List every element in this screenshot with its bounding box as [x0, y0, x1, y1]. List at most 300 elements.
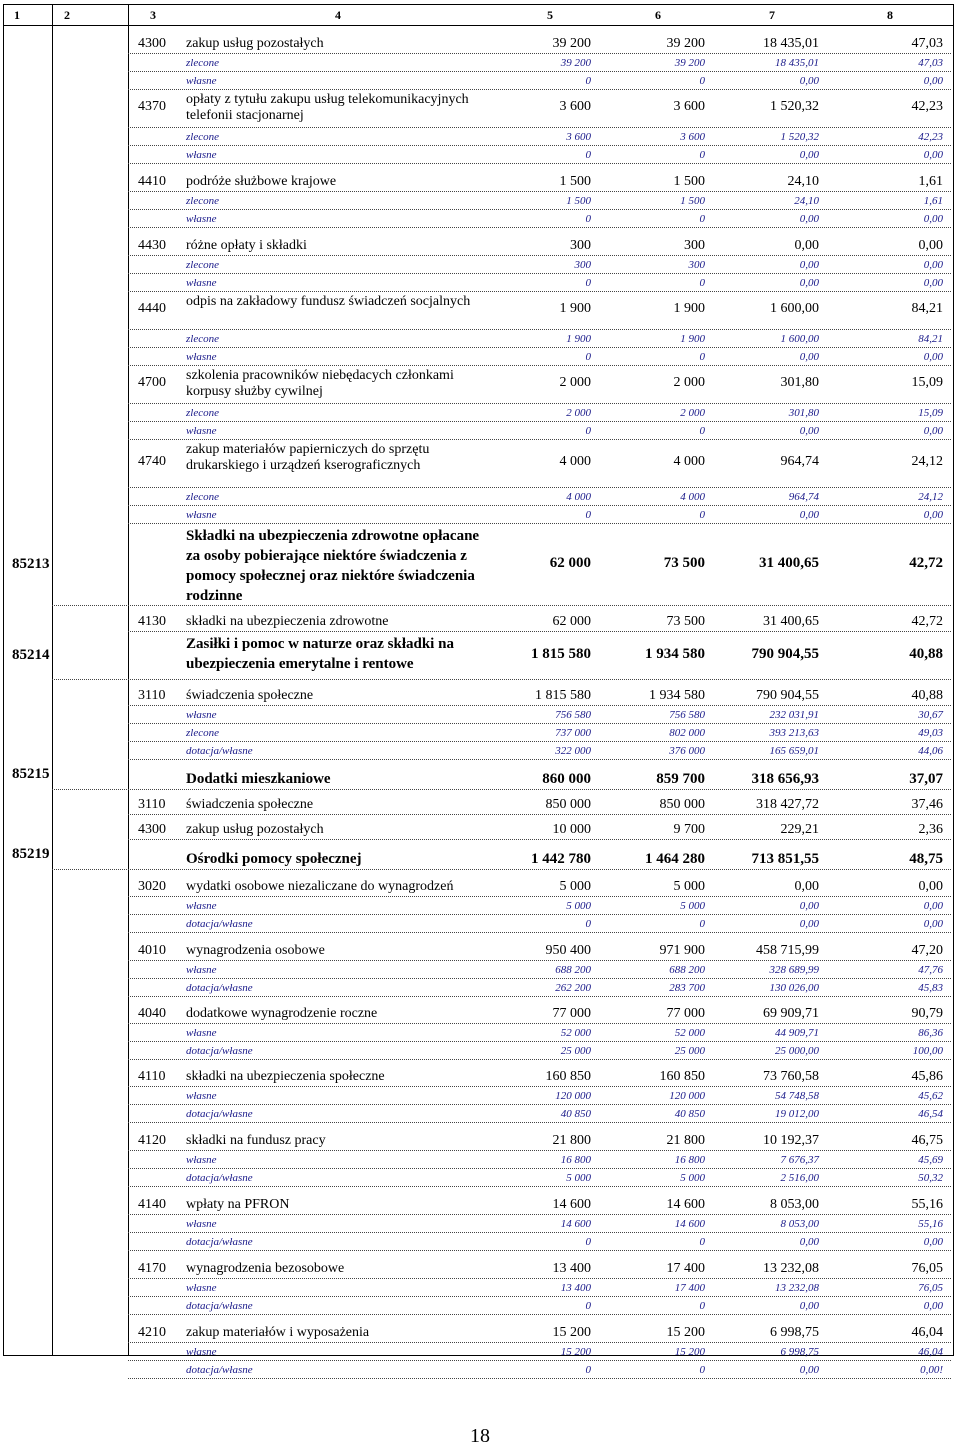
subrow	[4, 1297, 953, 1315]
funding-source-label: zlecone	[186, 727, 219, 739]
value-col-6: 15 200	[674, 1346, 705, 1358]
value-col-8: 84,21	[911, 301, 943, 316]
value-col-8: 47,20	[911, 943, 943, 958]
value-col-7: 8 053,00	[770, 1197, 819, 1212]
section-code: 85214	[12, 647, 50, 663]
value-col-8: 0,00	[923, 277, 943, 289]
subrow	[4, 1279, 953, 1297]
value-col-5: 300	[570, 238, 591, 253]
value-col-8: 0,00	[923, 509, 943, 521]
value-col-7: 0,00	[799, 1364, 819, 1376]
subrow	[4, 1151, 953, 1169]
value-col-6: 376 000	[669, 745, 705, 757]
value-col-6: 15 200	[666, 1325, 705, 1340]
subrow	[4, 915, 953, 933]
value-col-8: 46,54	[918, 1108, 943, 1120]
item-name: szkolenia pracowników niebędacych członkami korpusy służby cywilnej	[186, 368, 454, 399]
value-col-5: 4 000	[559, 454, 591, 469]
funding-source-label: dotacja/własne	[186, 1364, 253, 1376]
section-code: 85219	[12, 846, 50, 862]
value-col-7: 7 676,37	[780, 1154, 819, 1166]
value-col-5: 2 000	[566, 407, 591, 419]
value-col-7: 69 909,71	[763, 1006, 819, 1021]
value-col-7: 6 998,75	[770, 1325, 819, 1340]
value-col-7: 31 400,65	[759, 555, 819, 571]
item-name: składki na ubezpieczenia społeczne	[186, 1069, 385, 1084]
value-col-7: 2 516,00	[780, 1172, 819, 1184]
table-row	[4, 606, 953, 632]
section-code: 85215	[12, 766, 50, 782]
item-name: zakup materiałów papierniczych do sprzętu drukarskiego i urządzeń kserograficznych	[186, 442, 430, 473]
value-col-5: 1 500	[559, 174, 591, 189]
funding-source-label: własne	[186, 149, 217, 161]
value-col-8: 42,23	[918, 131, 943, 143]
value-col-5: 737 000	[555, 727, 591, 739]
value-col-5: 300	[574, 259, 591, 271]
value-col-5: 15 200	[552, 1325, 591, 1340]
value-col-6: 17 400	[674, 1282, 705, 1294]
subrow	[4, 706, 953, 724]
value-col-6: 850 000	[659, 797, 705, 812]
header-col-5: 5	[547, 8, 553, 22]
value-col-5: 322 000	[555, 745, 591, 757]
value-col-5: 14 600	[552, 1197, 591, 1212]
value-col-6: 16 800	[674, 1154, 705, 1166]
value-col-7: 6 998,75	[780, 1346, 819, 1358]
value-col-5: 39 200	[552, 36, 591, 51]
value-col-6: 0	[699, 918, 705, 930]
table-row	[4, 1187, 953, 1215]
subrow	[4, 1233, 953, 1251]
funding-source-label: własne	[186, 351, 217, 363]
funding-source-label: zlecone	[186, 259, 219, 271]
value-col-7: 790 904,55	[756, 688, 819, 703]
value-col-7: 301,80	[780, 375, 819, 390]
funding-source-label: własne	[186, 425, 217, 437]
value-col-7: 13 232,08	[763, 1261, 819, 1276]
section-row	[4, 840, 953, 870]
subrow	[4, 1361, 953, 1379]
value-col-7: 0,00	[794, 238, 819, 253]
value-col-5: 1 815 580	[535, 688, 591, 703]
value-col-7: 713 851,55	[751, 851, 819, 867]
value-col-5: 16 800	[560, 1154, 591, 1166]
value-col-6: 0	[699, 509, 705, 521]
value-col-6: 52 000	[674, 1027, 705, 1039]
value-col-5: 1 900	[559, 301, 591, 316]
paragraph-code: 4300	[138, 822, 166, 837]
item-name: wynagrodzenia osobowe	[186, 943, 325, 958]
value-col-7: 24,10	[787, 174, 819, 189]
paragraph-code: 3110	[138, 688, 166, 703]
value-col-8: 1,61	[923, 195, 943, 207]
funding-source-label: dotacja/własne	[186, 1108, 253, 1120]
value-col-8: 40,88	[911, 688, 943, 703]
table-row	[4, 933, 953, 961]
value-col-7: 0,00	[799, 277, 819, 289]
paragraph-code: 4700	[138, 375, 166, 390]
item-name: świadczenia społeczne	[186, 688, 314, 703]
paragraph-code: 4040	[138, 1006, 166, 1021]
paragraph-code: 4210	[138, 1325, 166, 1340]
subrow	[4, 1105, 953, 1123]
subrow	[4, 422, 953, 440]
value-col-5: 1 815 580	[531, 646, 591, 662]
value-col-5: 39 200	[560, 57, 591, 69]
value-col-5: 62 000	[552, 614, 591, 629]
table-row	[4, 1315, 953, 1343]
paragraph-code: 4430	[138, 238, 166, 253]
value-col-8: 55,16	[918, 1218, 943, 1230]
value-col-8: 86,36	[918, 1027, 943, 1039]
value-col-7: 0,00	[799, 75, 819, 87]
value-col-5: 13 400	[560, 1282, 591, 1294]
value-col-6: 859 700	[656, 771, 705, 787]
funding-source-label: dotacja/własne	[186, 918, 253, 930]
table-row	[4, 164, 953, 192]
value-col-8: 1,61	[918, 174, 943, 189]
value-col-6: 40 850	[674, 1108, 705, 1120]
value-col-8: 50,32	[918, 1172, 943, 1184]
paragraph-code: 4440	[138, 301, 166, 316]
value-col-5: 4 000	[566, 491, 591, 503]
value-col-8: 0,00	[923, 1236, 943, 1248]
value-col-8: 30,67	[918, 709, 943, 721]
item-name: składki na fundusz pracy	[186, 1133, 326, 1148]
item-name: zakup materiałów i wyposażenia	[186, 1325, 370, 1340]
paragraph-code: 4110	[138, 1069, 166, 1084]
value-col-5: 860 000	[542, 771, 591, 787]
subrow	[4, 742, 953, 760]
value-col-5: 0	[585, 277, 591, 289]
value-col-8: 0,00	[923, 351, 943, 363]
paragraph-code: 4740	[138, 454, 166, 469]
value-col-8: 100,00	[912, 1045, 943, 1057]
item-name: opłaty z tytułu zakupu usług telekomunikacyjnych telefonii stacjonarnej	[186, 92, 469, 123]
value-col-6: 14 600	[674, 1218, 705, 1230]
funding-source-label: własne	[186, 1218, 217, 1230]
row-divider	[128, 1378, 951, 1379]
funding-source-label: własne	[186, 1282, 217, 1294]
table-row	[4, 1123, 953, 1151]
funding-source-label: zlecone	[186, 491, 219, 503]
value-col-5: 1 900	[566, 333, 591, 345]
value-col-5: 40 850	[560, 1108, 591, 1120]
value-col-5: 0	[585, 425, 591, 437]
value-col-7: 130 026,00	[769, 982, 819, 994]
value-col-6: 0	[699, 425, 705, 437]
value-col-7: 13 232,08	[775, 1282, 819, 1294]
funding-source-label: własne	[186, 1090, 217, 1102]
value-col-6: 1 934 580	[649, 688, 705, 703]
value-col-6: 73 500	[663, 555, 705, 571]
value-col-7: 165 659,01	[769, 745, 819, 757]
header-col-8: 8	[887, 8, 893, 22]
table-row	[4, 228, 953, 256]
value-col-5: 0	[585, 509, 591, 521]
value-col-8: 76,05	[918, 1282, 943, 1294]
header-col-2: 2	[64, 8, 70, 22]
value-col-5: 262 200	[555, 982, 591, 994]
header-col-1: 1	[14, 8, 20, 22]
item-name: wydatki osobowe niezaliczane do wynagrodzeń	[186, 879, 454, 894]
value-col-7: 19 012,00	[775, 1108, 819, 1120]
value-col-6: 25 000	[674, 1045, 705, 1057]
value-col-6: 0	[699, 1236, 705, 1248]
value-col-8: 0,00	[923, 259, 943, 271]
value-col-7: 1 520,32	[770, 99, 819, 114]
value-col-6: 120 000	[669, 1090, 705, 1102]
value-col-8: 44,06	[918, 745, 943, 757]
value-col-7: 31 400,65	[763, 614, 819, 629]
subrow	[4, 72, 953, 90]
value-col-5: 850 000	[545, 797, 591, 812]
table-row	[4, 440, 953, 488]
subrow	[4, 128, 953, 146]
value-col-7: 232 031,91	[769, 709, 819, 721]
value-col-6: 5 000	[680, 1172, 705, 1184]
value-col-5: 1 442 780	[531, 851, 591, 867]
paragraph-code: 4410	[138, 174, 166, 189]
value-col-5: 25 000	[560, 1045, 591, 1057]
subrow	[4, 897, 953, 915]
value-col-5: 756 580	[555, 709, 591, 721]
value-col-7: 318 427,72	[756, 797, 819, 812]
item-name: Ośrodki pomocy społecznej	[186, 851, 362, 867]
funding-source-label: dotacja/własne	[186, 1236, 253, 1248]
value-col-8: 76,05	[911, 1261, 943, 1276]
value-col-7: 0,00	[799, 1300, 819, 1312]
value-col-6: 9 700	[673, 822, 705, 837]
value-col-5: 0	[585, 918, 591, 930]
value-col-6: 4 000	[680, 491, 705, 503]
funding-source-label: własne	[186, 900, 217, 912]
subrow	[4, 146, 953, 164]
table-row	[4, 26, 953, 54]
value-col-6: 4 000	[673, 454, 705, 469]
value-col-7: 790 904,55	[751, 646, 819, 662]
value-col-7: 964,74	[780, 454, 819, 469]
subrow	[4, 1042, 953, 1060]
subrow	[4, 1024, 953, 1042]
value-col-7: 73 760,58	[763, 1069, 819, 1084]
funding-source-label: własne	[186, 277, 217, 289]
value-col-7: 318 656,93	[751, 771, 819, 787]
funding-source-label: własne	[186, 1027, 217, 1039]
table-row	[4, 680, 953, 706]
value-col-5: 3 600	[566, 131, 591, 143]
value-col-6: 0	[699, 1364, 705, 1376]
value-col-7: 10 192,37	[763, 1133, 819, 1148]
item-name: zakup usług pozostałych	[186, 36, 324, 51]
table-row	[4, 815, 953, 840]
value-col-8: 2,36	[918, 822, 943, 837]
subrow	[4, 724, 953, 742]
value-col-5: 0	[585, 1300, 591, 1312]
value-col-7: 0,00	[799, 259, 819, 271]
value-col-5: 5 000	[566, 1172, 591, 1184]
funding-source-label: dotacja/własne	[186, 1300, 253, 1312]
item-name: Zasiłki i pomoc w naturze oraz składki na ubezpieczenia emerytalne i rentowe	[186, 636, 454, 672]
value-col-8: 0,00	[923, 1300, 943, 1312]
header-col-7: 7	[769, 8, 775, 22]
value-col-7: 1 520,32	[780, 131, 819, 143]
funding-source-label: własne	[186, 1346, 217, 1358]
value-col-8: 84,21	[918, 333, 943, 345]
value-col-7: 0,00	[799, 918, 819, 930]
value-col-6: 1 900	[673, 301, 705, 316]
section-code: 85213	[12, 556, 50, 572]
value-col-8: 42,23	[911, 99, 943, 114]
value-col-6: 971 900	[659, 943, 705, 958]
table-row	[4, 90, 953, 128]
subrow	[4, 1169, 953, 1187]
value-col-5: 62 000	[549, 555, 591, 571]
funding-source-label: własne	[186, 509, 217, 521]
header-col-6: 6	[655, 8, 661, 22]
subrow	[4, 1215, 953, 1233]
value-col-8: 90,79	[911, 1006, 943, 1021]
value-col-7: 0,00	[799, 149, 819, 161]
item-name: Składki na ubezpieczenia zdrowotne opłacane za osoby pobierające niektóre świadczenia z pomocy społecznej oraz niektóre świadczenia rodzinne	[186, 528, 480, 604]
value-col-8: 42,72	[909, 555, 943, 571]
subrow	[4, 330, 953, 348]
value-col-6: 77 000	[666, 1006, 705, 1021]
value-col-6: 14 600	[666, 1197, 705, 1212]
value-col-6: 2 000	[673, 375, 705, 390]
subrow	[4, 488, 953, 506]
subrow	[4, 979, 953, 997]
funding-source-label: własne	[186, 709, 217, 721]
value-col-6: 300	[688, 259, 705, 271]
item-name: wynagrodzenia bezosobowe	[186, 1261, 345, 1276]
value-col-7: 0,00	[799, 1236, 819, 1248]
value-col-5: 1 500	[566, 195, 591, 207]
value-col-6: 2 000	[680, 407, 705, 419]
value-col-5: 0	[585, 1364, 591, 1376]
value-col-6: 73 500	[666, 614, 705, 629]
value-col-7: 0,00	[799, 213, 819, 225]
value-col-8: 46,04	[918, 1346, 943, 1358]
subrow	[4, 192, 953, 210]
table-row	[4, 1060, 953, 1087]
value-col-7: 24,10	[794, 195, 819, 207]
value-col-5: 688 200	[555, 964, 591, 976]
value-col-6: 0	[699, 277, 705, 289]
value-col-8: 0,00	[918, 879, 943, 894]
funding-source-label: dotacja/własne	[186, 982, 253, 994]
value-col-8: 40,88	[909, 646, 943, 662]
item-name: odpis na zakładowy fundusz świadczeń socjalnych	[186, 294, 471, 309]
header-col-4: 4	[335, 8, 341, 22]
value-col-8: 37,46	[911, 797, 943, 812]
value-col-5: 14 600	[560, 1218, 591, 1230]
subrow	[4, 256, 953, 274]
subrow	[4, 54, 953, 72]
value-col-8: 15,09	[918, 407, 943, 419]
paragraph-code: 4370	[138, 99, 166, 114]
value-col-8: 45,69	[918, 1154, 943, 1166]
value-col-5: 5 000	[559, 879, 591, 894]
value-col-8: 0,00	[923, 425, 943, 437]
paragraph-code: 4130	[138, 614, 166, 629]
paragraph-code: 3020	[138, 879, 166, 894]
value-col-5: 77 000	[552, 1006, 591, 1021]
value-col-7: 964,74	[788, 491, 819, 503]
value-col-7: 0,00	[799, 900, 819, 912]
value-col-5: 950 400	[545, 943, 591, 958]
funding-source-label: dotacja/własne	[186, 1045, 253, 1057]
value-col-6: 300	[684, 238, 705, 253]
paragraph-code: 4300	[138, 36, 166, 51]
value-col-6: 1 900	[680, 333, 705, 345]
paragraph-code: 4010	[138, 943, 166, 958]
value-col-6: 1 464 280	[645, 851, 705, 867]
value-col-8: 0,00	[923, 75, 943, 87]
value-col-6: 1 500	[673, 174, 705, 189]
value-col-7: 328 689,99	[769, 964, 819, 976]
value-col-7: 301,80	[788, 407, 819, 419]
value-col-6: 802 000	[669, 727, 705, 739]
value-col-6: 17 400	[666, 1261, 705, 1276]
value-col-8: 0,00	[923, 213, 943, 225]
value-col-5: 15 200	[560, 1346, 591, 1358]
value-col-7: 393 213,63	[769, 727, 819, 739]
table-row	[4, 1251, 953, 1279]
value-col-5: 0	[585, 1236, 591, 1248]
value-col-6: 0	[699, 75, 705, 87]
value-col-8: 47,76	[918, 964, 943, 976]
value-col-5: 52 000	[560, 1027, 591, 1039]
value-col-6: 39 200	[666, 36, 705, 51]
section-row	[4, 524, 953, 606]
value-col-6: 21 800	[666, 1133, 705, 1148]
subrow	[4, 274, 953, 292]
value-col-7: 18 435,01	[763, 36, 819, 51]
page-number: 18	[470, 1425, 490, 1447]
subrow	[4, 348, 953, 366]
funding-source-label: zlecone	[186, 195, 219, 207]
value-col-6: 0	[699, 149, 705, 161]
value-col-6: 0	[699, 1300, 705, 1312]
value-col-5: 21 800	[552, 1133, 591, 1148]
funding-source-label: dotacja/własne	[186, 1172, 253, 1184]
value-col-8: 0,00	[923, 900, 943, 912]
value-col-8: 47,03	[911, 36, 943, 51]
table-header	[4, 5, 953, 26]
value-col-5: 120 000	[555, 1090, 591, 1102]
value-col-8: 0,00	[923, 918, 943, 930]
value-col-6: 3 600	[673, 99, 705, 114]
value-col-6: 756 580	[669, 709, 705, 721]
value-col-6: 5 000	[680, 900, 705, 912]
funding-source-label: własne	[186, 213, 217, 225]
value-col-8: 0,00!	[920, 1364, 943, 1376]
section-row	[4, 632, 953, 680]
subrow	[4, 1343, 953, 1361]
paragraph-code: 3110	[138, 797, 166, 812]
table-row	[4, 366, 953, 404]
value-col-5: 0	[585, 149, 591, 161]
subrow	[4, 210, 953, 228]
budget-table	[3, 4, 954, 1376]
value-col-7: 1 600,00	[770, 301, 819, 316]
funding-source-label: zlecone	[186, 131, 219, 143]
value-col-7: 0,00	[799, 425, 819, 437]
paragraph-code: 4120	[138, 1133, 166, 1148]
value-col-5: 0	[585, 351, 591, 363]
funding-source-label: zlecone	[186, 57, 219, 69]
